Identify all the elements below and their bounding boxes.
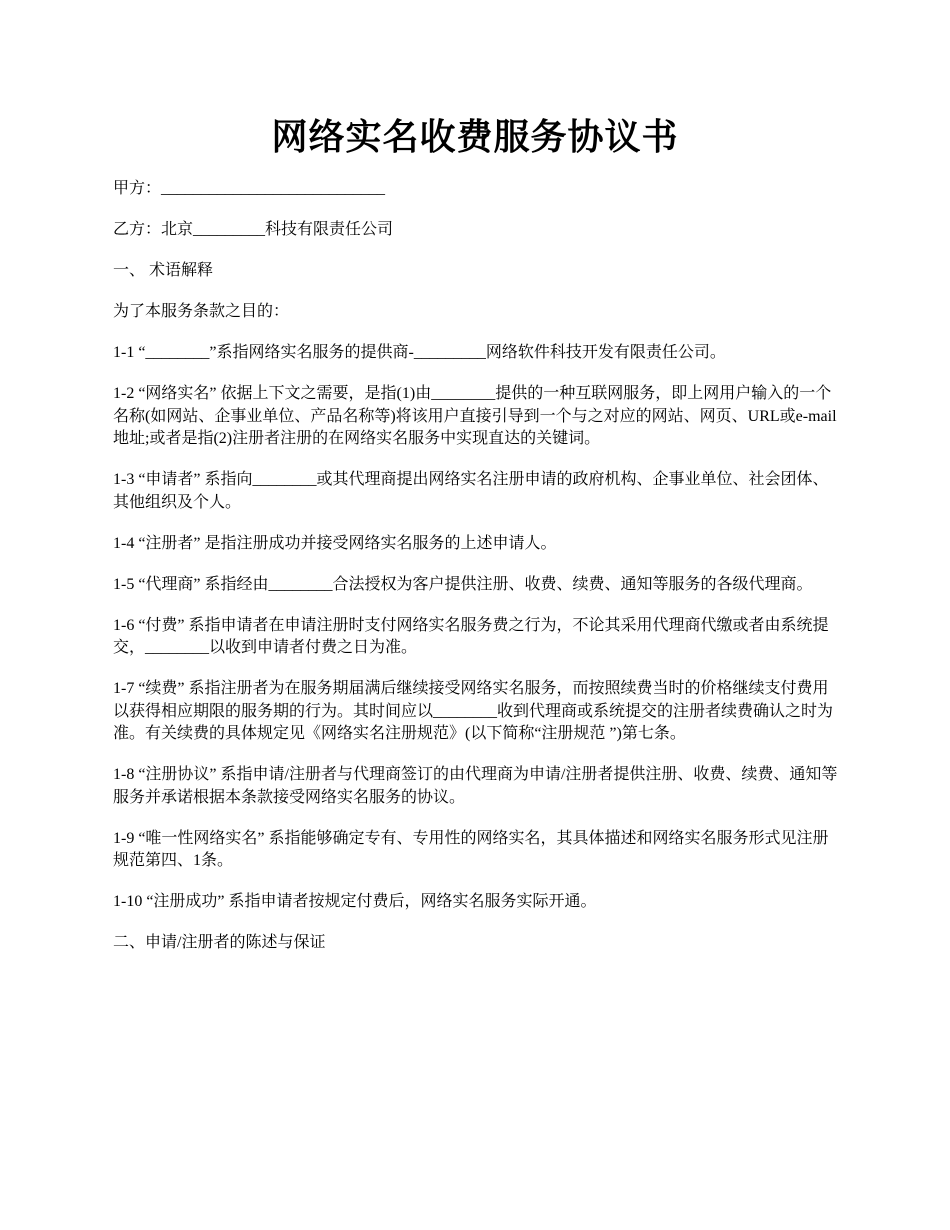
clause-1-4: 1-4 “注册者” 是指注册成功并接受网络实名服务的上述申请人。 (113, 534, 557, 552)
clause-1-2: 1-2 “网络实名” 依据上下文之需要，是指(1)由________提供的一种互联网服务，即上网用户输入的一个名称(如网站、企事业单位、产品名称等)将该用户直接引导到一个与之对应的网站、网页、URL或e-mail地址;或者是指(2)注册者注册的在网络实名服务中实现直达的关键词。 (113, 385, 837, 447)
document-body (113, 178, 843, 973)
terms-intro: 为了本服务条款之目的： (113, 303, 290, 320)
section-heading-terms: 一、 术语解释 (113, 262, 214, 279)
clause-1-9: 1-9 “唯一性网络实名” 系指能够确定专有、专用性的网络实名，其具体描述和网络实名服务形式见注册规范第四、1条。 (113, 829, 829, 869)
party-a-line: 甲方：____________________________ (113, 180, 386, 197)
clause-1-5: 1-5 “代理商” 系指经由________合法授权为客户提供注册、收费、续费、通知等服务的各级代理商。 (113, 575, 813, 593)
clause-1-1: 1-1 “________”系指网络实名服务的提供商-_________网络软件科技开发有限责任公司。 (113, 344, 726, 361)
clause-1-6: 1-6 “付费” 系指申请者在申请注册时支付网络实名服务费之行为，不论其采用代理商代缴或者由系统提交，________以收到申请者付费之日为准。 (113, 616, 829, 656)
clause-1-7: 1-7 “续费” 系指注册者为在服务期届满后继续接受网络实名服务，而按照续费当时的价格继续支付费用以获得相应期限的服务期的行为。其时间应以________收到代理商或系统提交的注册者续费确认之时为准。有关续费的具体规定见《网络实名注册规范》(以下简称“注册规范 ”)第七条。 (113, 680, 834, 742)
document-title: 网络实名收费服务协议书 (271, 116, 679, 158)
clause-1-10: 1-10 “注册成功” 系指申请者按规定付费后，网络实名服务实际开通。 (113, 893, 597, 910)
clause-1-8: 1-8 “注册协议” 系指申请/注册者与代理商签订的由代理商为申请/注册者提供注册、收费、续费、通知等服务并承诺根据本条款接受网络实名服务的协议。 (113, 766, 838, 806)
section-heading-representations: 二、申请/注册者的陈述与保证 (113, 934, 326, 951)
clause-1-3: 1-3 “申请者” 系指向________或其代理商提出网络实名注册申请的政府机构、企事业单位、社会团体、其他组织及个人。 (113, 471, 829, 511)
party-b-line: 乙方：北京_________科技有限责任公司 (113, 221, 394, 238)
